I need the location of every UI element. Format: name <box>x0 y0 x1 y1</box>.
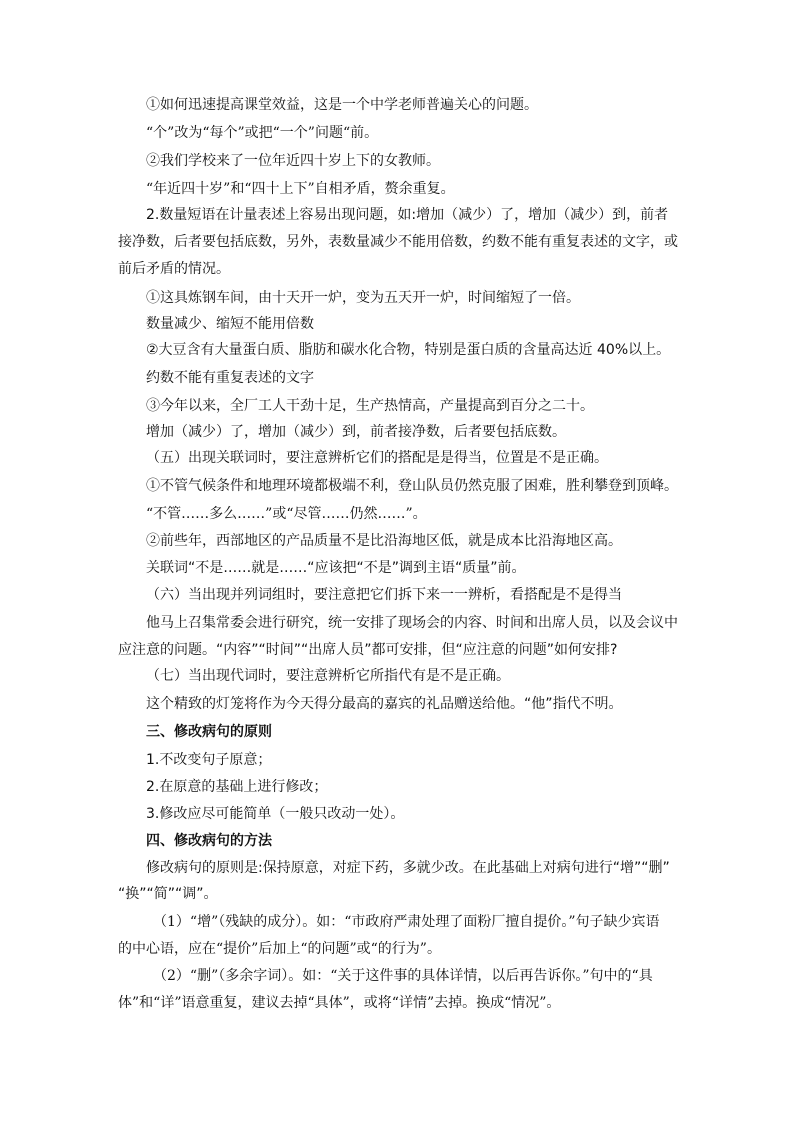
text-line: ②大豆含有大量蛋白质、脂肪和碳水化合物，特别是蛋白质的含量高达近 40%以上。 <box>146 342 671 358</box>
text-line: 接净数，后者要包括底数，另外，表数量减少不能用倍数，约数不能有重复表述的文字，或 <box>118 234 678 250</box>
text-line: 增加（减少）了，增加（减少）到，前者接净数，后者要包括底数。 <box>146 424 566 440</box>
text-line: 的中心语，应在“提价”后加上“的问题”或“的行为”。 <box>118 941 441 957</box>
text-line: 约数不能有重复表述的文字 <box>146 370 314 386</box>
text-line: ②我们学校来了一位年近四十岁上下的女教师。 <box>146 153 440 169</box>
text-line: 关联词“不是……就是……“应该把“不是”调到主语“质量”前。 <box>146 560 526 576</box>
text-line: 数量减少、缩短不能用倍数 <box>146 316 314 332</box>
text-line: 这个精致的灯笼将作为今天得分最高的嘉宾的礼品赠送给他。“他”指代不明。 <box>146 696 623 712</box>
text-line: ①不管气候条件和地理环境都极端不利，登山队员仍然克服了困难，胜利攀登到顶峰。 <box>146 478 678 494</box>
text-line: 修改病句的原则是:保持原意，对症下药，多就少改。在此基础上对病句进行“增”“删” <box>146 860 670 876</box>
text-line: “个”改为“每个”或把“一个”问题“前。 <box>146 125 379 141</box>
text-line: 他马上召集常委会进行研究，统一安排了现场会的内容、时间和出席人员，以及会议中 <box>146 615 678 631</box>
text-line: 2.数量短语在计量表述上容易出现问题，如:增加（减少）了，增加（减少）到，前者 <box>146 207 669 223</box>
text-line: ③今年以来，全厂工人干劲十足，生产热情高，产量提高到百分之二十。 <box>146 398 594 414</box>
text-line: 体”和“详”语意重复，建议去掉“具体”，或将“详情”去掉。换成“情况”。 <box>118 995 561 1011</box>
text-line: “换”“简”“调”。 <box>118 886 218 902</box>
list-item: 1.不改变句子原意； <box>146 752 272 768</box>
text-line: （六）当出现并列词组时，要注意把它们拆下来一一辨析，看搭配是不是得当 <box>146 587 622 603</box>
list-item: 3.修改应尽可能简单（一般只改动一处）。 <box>146 806 405 822</box>
text-line: “年近四十岁”和“四十上下”自相矛盾，赘余重复。 <box>146 181 455 197</box>
section-heading: 四、修改病句的方法 <box>146 833 272 849</box>
text-line: ①这具炼钢车间，由十天开一炉，变为五天开一炉，时间缩短了一倍。 <box>146 290 580 306</box>
text-line: ①如何迅速提高课堂效益，这是一个中学老师普遍关心的问题。 <box>146 97 538 113</box>
text-line: ②前些年，西部地区的产品质量不是比沿海地区低，就是成本比沿海地区高。 <box>146 533 622 549</box>
text-line: （1）“增”（残缺的成分）。如：“市政府严肃处理了面粉厂擅自提价。”句子缺少宾语 <box>153 914 660 930</box>
section-heading: 三、修改病句的原则 <box>146 724 272 740</box>
text-line: “不管……多么……”或“尽管……仍然……”。 <box>146 506 427 522</box>
text-line: （五）出现关联词时，要注意辨析它们的搭配是是得当，位置是不是正确。 <box>146 450 608 466</box>
list-item: 2.在原意的基础上进行修改； <box>146 779 328 795</box>
text-line: 应注意的问题。“内容”“时间”“出席人员”都可安排，但“应注意的问题”如何安排? <box>118 642 618 658</box>
text-line: 前后矛盾的情况。 <box>118 261 230 277</box>
text-line: （七）当出现代词时，要注意辨析它所指代有是不是正确。 <box>146 668 510 684</box>
text-line: （2）“删”（多余字词）。如：“关于这件事的具体详情，以后再告诉你。”句中的“具 <box>153 968 653 984</box>
